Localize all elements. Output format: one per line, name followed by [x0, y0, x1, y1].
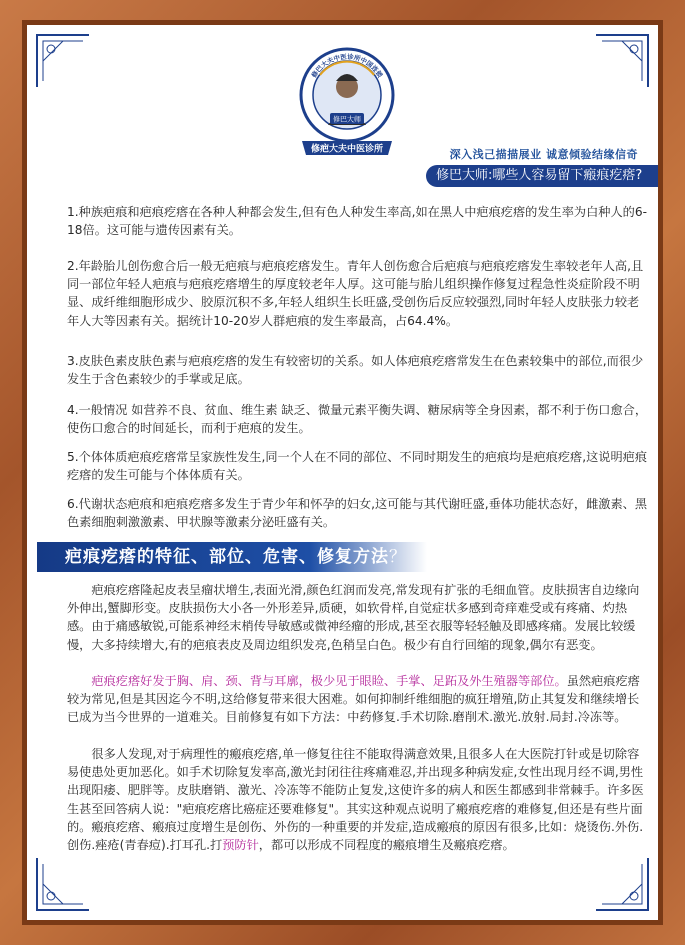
section-title-bar [37, 542, 427, 572]
paragraph-3: 3.皮肤色素皮肤色素与疤痕疙瘩的发生有较密切的关系。如人体疤痕疙瘩常发生在色素较集中的部位,而很少发生于含色素较少的手掌或足底。 [67, 354, 644, 387]
corner-ornament-icon [592, 854, 652, 914]
corner-ornament-icon [33, 854, 93, 914]
paragraph-2: 2.年龄胎儿创伤愈合后一般无疤痕与疤痕疙瘩发生。青年人创伤愈合后疤痕与疤痕疙瘩发生率较老年人高,且同一部位年轻人疤痕与疤痕疙瘩增生的厚度较老年人厚。这可能与胎儿组织操作修复过程急性炎症阶段不明显、成纤维细胞形成少、胶原沉积不多,年轻人组织生长旺盛,受创伤后反应较强烈,同时年轻人皮肤张力较老年人大等因素有关。据统计10-20岁人群疤痕的发生率最高，占64.4%。 [67, 259, 644, 328]
slogan: 深入浅己描描展业 诚意倾验结缘信奇 [449, 148, 638, 161]
body-paragraph-1: 疤痕疙瘩隆起皮表呈瘤状增生,表面光滑,颜色红润而发亮,常发现有扩张的毛细血管。皮肤损害自边缘向外伸出,蟹脚形变。皮肤损伤大小各一外形差异,质硬，如软骨样,自觉症状多感到奇痒难受或有疼痛、灼热感。由于痛感敏锐,可能系神经末梢传导敏感或微神经瘤的形成,甚至衣服等轻轻触及即感疼痛。发展比较缓慢，大多持续增大,有的疤痕表皮及周边组织发亮,色稍呈白色。极少有自行回缩的现象,偶尔有恶变。 [67, 583, 640, 652]
logo-ring-text: 修巴大夫中医诊所中国连锁 [310, 52, 384, 80]
logo-ribbon-text: 修疤大夫中医诊所 [310, 144, 384, 155]
section-question-mark: ？ [389, 547, 407, 567]
body-paragraph-2 [67, 672, 649, 727]
paragraph-1: 1.种族疤痕和疤痕疙瘩在各种人种都会发生,但有色人种发生率高,如在黑人中疤痕疙瘩的发生率为白种人的6-18倍。这可能与遗传因素有关。 [67, 205, 647, 238]
corner-ornament-icon [33, 31, 93, 91]
highlight-sites: 疤痕疙瘩好发于胸、肩、颈、背与耳廓，极少见于眼睑、手掌、足跖及外生殖器等部位。 [91, 674, 567, 688]
body-paragraph-3 [67, 745, 649, 854]
body-paragraph-2-rest: 虽然疤痕疙瘩较为常见,但是其因迄今不明,这给修复带来很大困难。如何抑制纤维细胞的疯狂增殖,防止其复发和继续增长已成为当今世界的一道难关。目前修复有如下方法：中药修复.手术切除.磨削术.激光.放射.局封.冷冻等。 [67, 674, 640, 725]
corner-ornament-icon [592, 31, 652, 91]
section-title: 疤痕疙瘩的特征、部位、危害、修复方法 [65, 547, 389, 567]
paragraph-5: 5.个体体质疤痕疙瘩常呈家族性发生,同一个人在不同的部位、不同时期发生的疤痕均是疤痕疙瘩,这说明疤痕疙瘩的发生可能与个体体质有关。 [67, 450, 648, 483]
poster-paper [27, 25, 658, 920]
question-banner: 修巴大师:哪些人容易留下瘢痕疙瘩? [426, 165, 658, 187]
body-paragraph-3-start: 很多人发现,对于病理性的瘢痕疙瘩,单一修复往往不能取得满意效果,且很多人在大医院打针或是切除容易使患处更加恶化。如手术切除复发率高,激光封闭往往疼痛难忍,并出现多种病发症,女性出现月经不调,男性出现阳痿、肥胖等。皮肤磨销、激光、冷冻等不能防止复发,这使许多的病人和医生都感到非常棘手。许多医生甚至回答病人说："疤痕疙瘩比癌症还要难修复"。其实这种观点说明了瘢痕疙瘩的难修复,但还是有些片面的。瘢痕疙瘩、瘢痕过度增生是创伤、外伤的一种重要的并发症,造成瘢痕的原因有很多,比如：烧烫伤.外伤.创伤.痤疮(青春痘).打耳孔.打 [67, 747, 644, 853]
paragraph-4: 4.一般情况 如营养不良、贫血、维生素 缺乏、微量元素平衡失调、糖尿病等全身因素，都不利于伤口愈合，使伤口愈合的时间延长，而利于疤痕的发生。 [67, 403, 648, 436]
logo-caption: 修巴大师 [333, 115, 361, 124]
body-paragraph-3-end: ，都可以形成不同程度的瘢痕增生及瘢痕疙瘩。 [258, 838, 515, 853]
paragraph-6: 6.代谢状态疤痕和疤痕疙瘩多发生于青少年和怀孕的妇女,这可能与其代谢旺盛,垂体功能状态好，雌激素、黑色素细胞刺激激素、甲状腺等激素分泌旺盛有关。 [67, 497, 648, 530]
clinic-logo [292, 45, 402, 165]
highlight-vaccine: 预防针 [222, 838, 259, 853]
